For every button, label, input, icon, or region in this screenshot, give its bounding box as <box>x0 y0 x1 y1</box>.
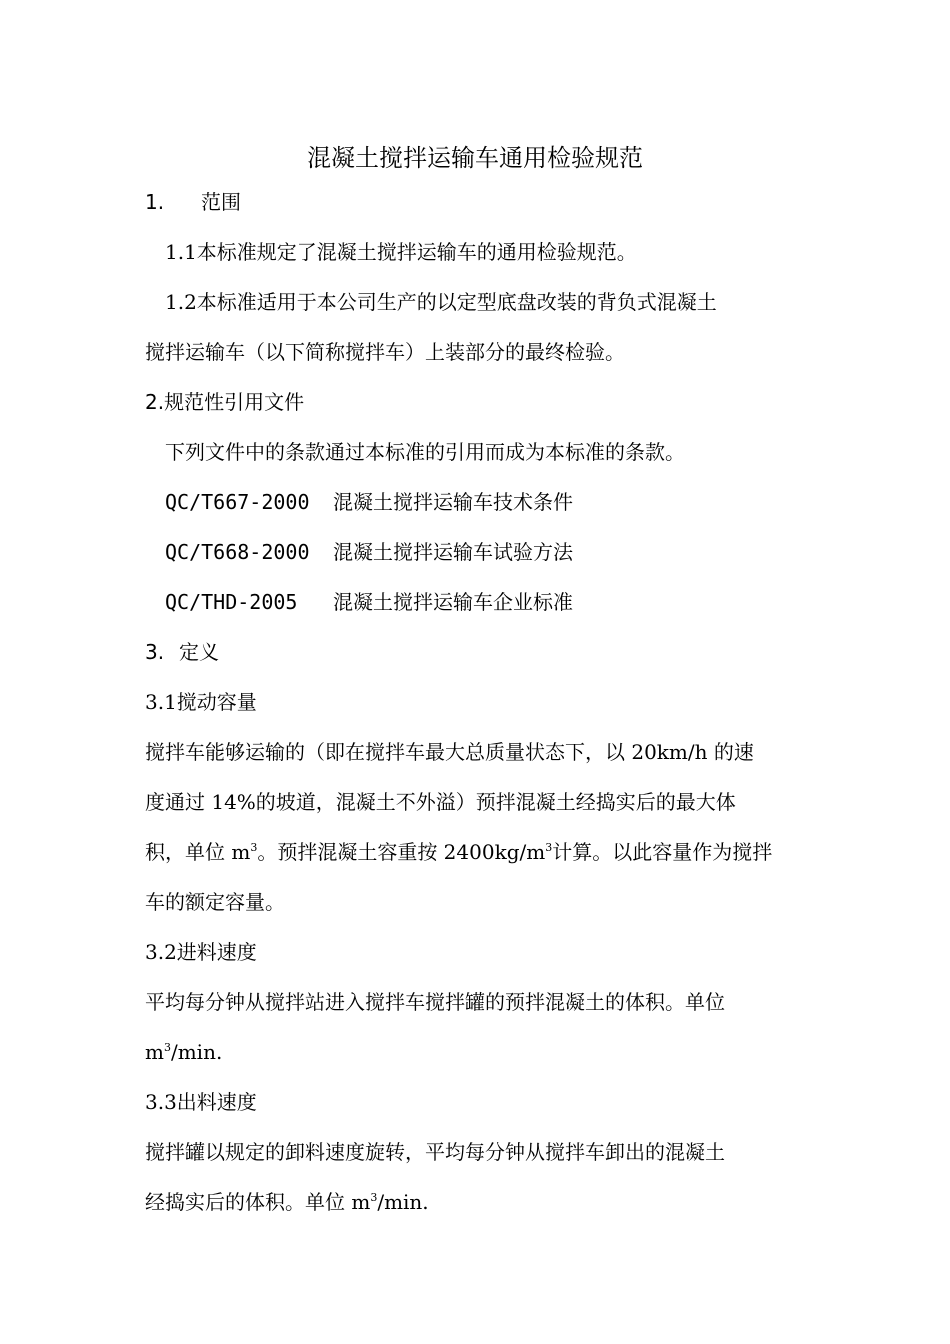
reference-name: 混凝土搅拌运输车试验方法 <box>333 540 573 564</box>
superscript: 3 <box>370 1191 378 1204</box>
text-segment: 经捣实后的体积。单位 m <box>145 1190 371 1214</box>
document-title: 混凝土搅拌运输车通用检验规范 <box>307 144 643 172</box>
reference-code: QC/THD-2005 <box>165 590 298 614</box>
section-title: 定义 <box>179 640 219 664</box>
subsection-3-2-heading: 3.2进料速度 <box>145 940 257 964</box>
paragraph-3-3-line-2 <box>145 1190 429 1214</box>
section-number: 1. <box>145 190 165 214</box>
subsection-3-3-heading: 3.3出料速度 <box>145 1090 257 1114</box>
section-title: 范围 <box>201 190 241 214</box>
text-segment: /min. <box>377 1190 429 1214</box>
paragraph-3-1-line-4: 车的额定容量。 <box>145 890 285 914</box>
paragraph-1-1: 1.1本标准规定了混凝土搅拌运输车的通用检验规范。 <box>165 240 637 264</box>
text-segment: m <box>145 1040 164 1064</box>
reference-name: 混凝土搅拌运输车企业标准 <box>333 590 573 614</box>
subsection-3-1-heading: 3.1搅动容量 <box>145 690 257 714</box>
section-2-heading: 2.规范性引用文件 <box>145 390 305 414</box>
reference-code: QC/T667-2000 <box>165 490 310 514</box>
section-number: 3. <box>145 640 165 664</box>
superscript: 3 <box>163 1041 171 1054</box>
superscript: 3 <box>250 841 258 854</box>
paragraph-2: 下列文件中的条款通过本标准的引用而成为本标准的条款。 <box>165 440 685 464</box>
reference-code: QC/T668-2000 <box>165 540 310 564</box>
paragraph-1-2-line-2: 搅拌运输车（以下简称搅拌车）上装部分的最终检验。 <box>145 340 625 364</box>
paragraph-3-2-line-1: 平均每分钟从搅拌站进入搅拌车搅拌罐的预拌混凝土的体积。单位 <box>145 990 725 1014</box>
paragraph-3-2-line-2 <box>145 1040 222 1064</box>
superscript: 3 <box>545 841 553 854</box>
section-3-heading <box>145 640 219 664</box>
text-segment: 。预拌混凝土容重按 2400kg/m <box>257 840 546 864</box>
paragraph-1-2-line-1: 1.2本标准适用于本公司生产的以定型底盘改装的背负式混凝土 <box>165 290 717 314</box>
text-segment: /min. <box>170 1040 223 1064</box>
text-segment: 计算。以此容量作为搅拌 <box>552 840 773 864</box>
paragraph-3-1-line-1: 搅拌车能够运输的（即在搅拌车最大总质量状态下，以 20km/h 的速 <box>145 740 754 764</box>
paragraph-3-3-line-1: 搅拌罐以规定的卸料速度旋转，平均每分钟从搅拌车卸出的混凝土 <box>145 1140 725 1164</box>
reference-row <box>165 590 573 614</box>
paragraph-3-1-line-3 <box>145 840 772 864</box>
paragraph-3-1-line-2: 度通过 14%的坡道，混凝土不外溢）预拌混凝土经捣实后的最大体 <box>145 790 736 814</box>
reference-row <box>165 490 573 514</box>
reference-row <box>165 540 573 564</box>
text-segment: 积，单位 m <box>145 840 251 864</box>
reference-name: 混凝土搅拌运输车技术条件 <box>333 490 573 514</box>
section-1-heading <box>145 190 241 214</box>
